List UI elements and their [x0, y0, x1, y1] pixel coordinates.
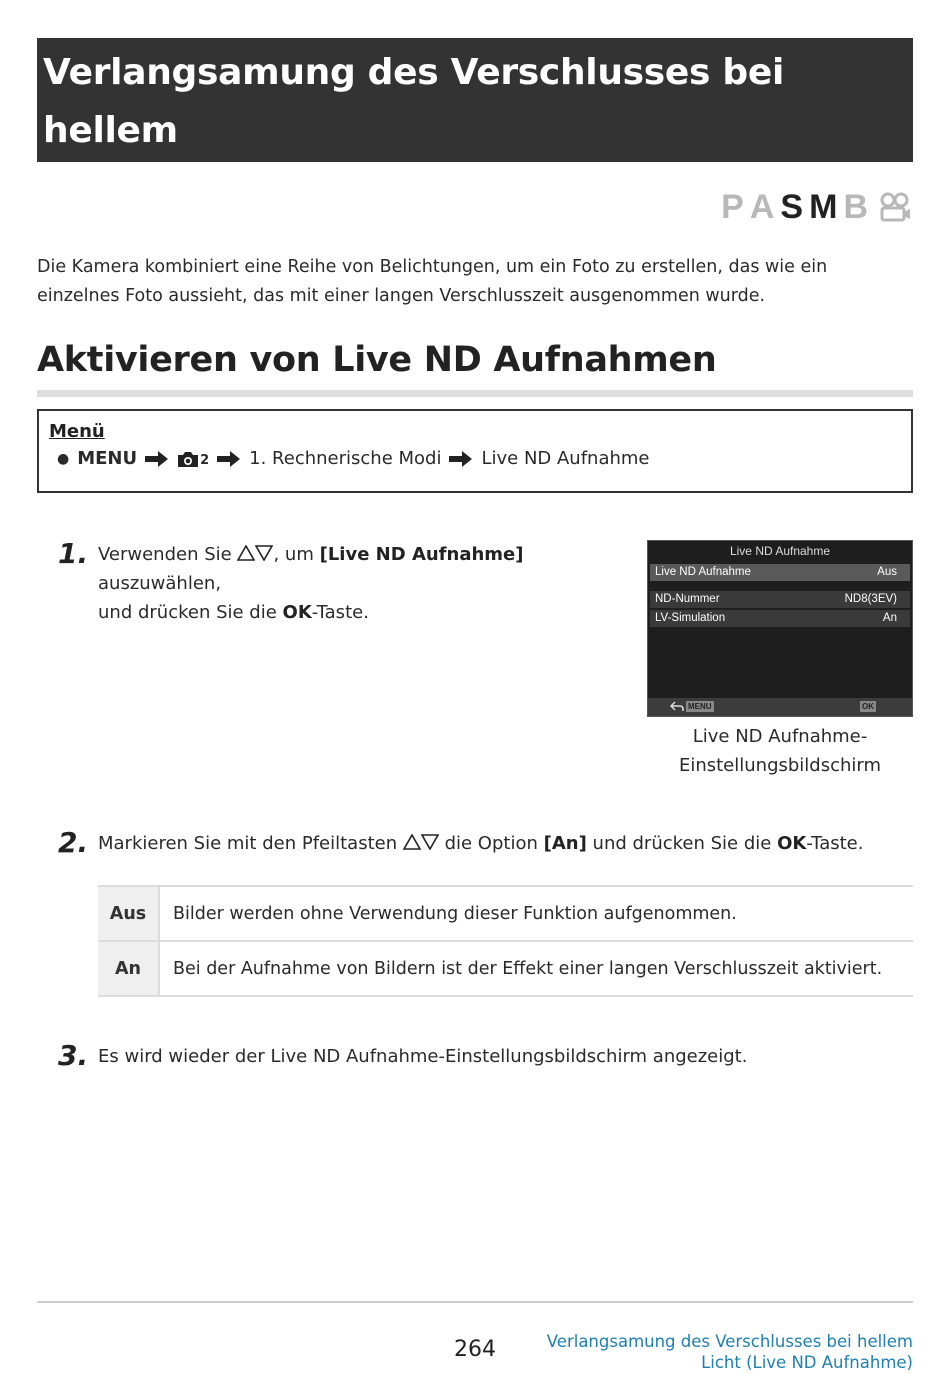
menu-path [49, 448, 901, 469]
menu-path-submenu: 1. Rechnerische Modi [249, 448, 442, 469]
camera-icon [177, 450, 199, 468]
screen-row-label: Live ND Aufnahme [655, 566, 751, 578]
step-1-text [98, 540, 633, 627]
step-1-option: [Live ND Aufnahme] [319, 544, 524, 565]
options-table [98, 885, 913, 997]
screen-row-value: An [882, 612, 897, 624]
caption-line1: Live ND Aufnahme- [692, 726, 868, 747]
screen-row-label: ND-Nummer [655, 593, 720, 605]
menu-keyword: MENU [77, 448, 138, 469]
step-1-line2: und drücken Sie die [98, 602, 277, 623]
mode-a: A [749, 188, 777, 226]
section-divider [37, 390, 913, 397]
page-title-banner [37, 38, 913, 209]
screen-footer [648, 698, 912, 716]
up-arrow-key-icon [237, 545, 255, 561]
page-title-line1: Verlangsamung des Verschlusses bei hellem [43, 52, 785, 151]
step-2-pre: Markieren Sie mit den Pfeiltasten [98, 833, 398, 854]
step-2-number: 2. [58, 826, 89, 859]
down-arrow-key-icon [255, 545, 273, 561]
camera-tab-number: 2 [200, 452, 210, 468]
screen-back-hint [670, 701, 714, 712]
section-heading: Aktivieren von Live ND Aufnahmen [37, 340, 717, 380]
mode-p: P [721, 188, 746, 226]
step-2-post: und drücken Sie die [592, 833, 772, 854]
step-3-number: 3. [58, 1039, 89, 1072]
up-arrow-key-icon [403, 834, 421, 850]
camera-tab [177, 450, 209, 468]
table-row [98, 941, 913, 996]
back-icon [670, 701, 684, 712]
mode-m: M [809, 188, 840, 226]
mode-s: S [780, 188, 806, 226]
screen-caption [647, 722, 913, 780]
step-1-post: auszuwählen, [98, 573, 222, 594]
option-key: Aus [98, 886, 159, 941]
step-1-ok-key: OK [282, 602, 312, 623]
page-number: 264 [454, 1337, 496, 1362]
menu-path-item: Live ND Aufnahme [481, 448, 650, 469]
arrow-right-icon [449, 450, 473, 468]
screen-ok-badge: OK [862, 702, 874, 711]
screen-row-label: LV-Simulation [655, 612, 726, 624]
intro-paragraph: Die Kamera kombiniert eine Reihe von Belichtungen, um ein Foto zu erstellen, das wie ein einzelnes Foto aussieht, das mit einer langen Verschlusszeit ausgenommen wurde. [37, 257, 828, 306]
step-2-ok-key: OK [777, 833, 807, 854]
option-description: Bei der Aufnahme von Bildern ist der Effekt einer langen Verschlusszeit aktiviert. [159, 941, 913, 996]
screen-row-value: Aus [877, 566, 897, 578]
bullet-icon: ● [57, 450, 70, 467]
screen-row-lv-simulation [650, 610, 910, 627]
footer-section-link[interactable] [533, 1331, 913, 1373]
screen-row-value: ND8(3EV) [844, 593, 897, 605]
step-1-pre: Verwenden Sie [98, 544, 232, 565]
step-3-text: Es wird wieder der Live ND Aufnahme-Einstellungsbildschirm angezeigt. [98, 1046, 748, 1067]
screen-menu-badge: MENU [688, 702, 712, 711]
shooting-modes [721, 188, 912, 227]
mode-b: B [843, 188, 870, 226]
movie-camera-icon [878, 192, 912, 224]
step-1-end: -Taste. [311, 602, 369, 623]
step-2-end: -Taste. [806, 833, 864, 854]
option-description: Bilder werden ohne Verwendung dieser Funktion aufgenommen. [159, 886, 913, 941]
footer-link-line1[interactable]: Verlangsamung des Verschlusses bei hellem [546, 1332, 913, 1351]
footer-link-line2[interactable]: Licht (Live ND Aufnahme) [701, 1353, 913, 1372]
arrow-right-icon [145, 450, 169, 468]
table-row [98, 886, 913, 941]
step-1-mid: , um [273, 544, 314, 565]
camera-menu-screen [647, 540, 913, 717]
step-2-text [98, 829, 913, 858]
arrow-right-icon [217, 450, 241, 468]
menu-title: Menü [49, 421, 105, 442]
screen-title: Live ND Aufnahme [729, 544, 831, 558]
step-2-mid: die Option [444, 833, 538, 854]
step-1-number: 1. [58, 537, 89, 570]
page-title-line2: Licht (Live ND Aufnahme) [43, 168, 556, 209]
footer-divider [37, 1301, 913, 1303]
step-2-option: [An] [543, 833, 587, 854]
option-key: An [98, 941, 159, 996]
menu-path-box [37, 409, 913, 493]
down-arrow-key-icon [421, 834, 439, 850]
screen-row-live-nd [650, 564, 910, 581]
caption-line2: Einstellungsbildschirm [678, 755, 882, 776]
screen-row-nd-number [650, 591, 910, 608]
